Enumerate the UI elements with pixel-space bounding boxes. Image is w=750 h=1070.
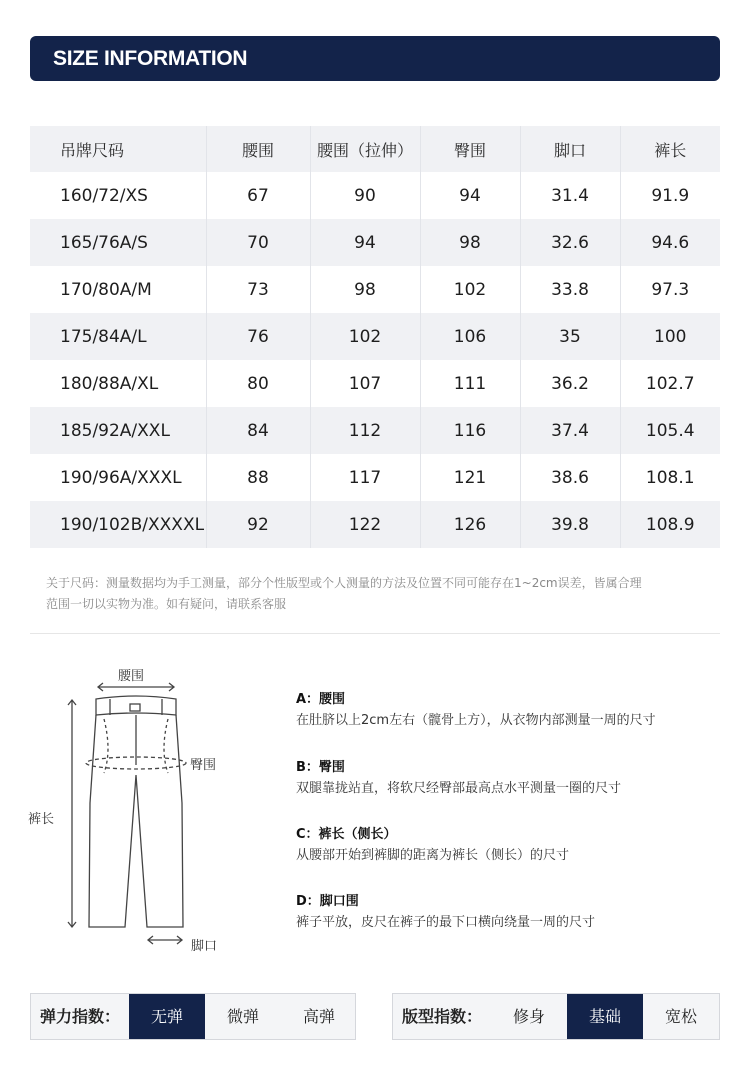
cell-waist-stretched: 94: [310, 219, 420, 266]
cell-waist: 88: [206, 454, 310, 501]
cell-hem: 35: [520, 313, 620, 360]
fit-option-slim: 修身: [512, 1007, 545, 1026]
cell-size: 175/84A/L: [60, 326, 147, 347]
table-row: [30, 313, 720, 360]
measurement-desc: 双腿靠拢站直，将软尺经臀部最高点水平测量一圈的尺寸: [296, 781, 622, 796]
cell-hem: 33.8: [520, 266, 620, 313]
cell-waist: 73: [206, 266, 310, 313]
fit-option-regular: 基础: [567, 994, 643, 1039]
cell-size: 185/92A/XXL: [60, 420, 170, 441]
measurement-d: [296, 892, 726, 934]
cell-waist-stretched: 117: [310, 454, 420, 501]
banner-title: SIZE INFORMATION: [53, 47, 248, 70]
fit-option-loose: 宽松: [664, 1007, 697, 1026]
header-hip: 臀围: [420, 126, 520, 172]
measurement-title: C：裤长（侧长）: [296, 827, 397, 842]
measurement-desc: 在肚脐以上2cm左右（髋骨上方），从衣物内部测量一周的尺寸: [296, 713, 656, 728]
elasticity-title: 弹力指数：: [39, 1007, 120, 1026]
measurement-title: D：脚口围: [296, 894, 359, 909]
cell-size: 190/96A/XXXL: [60, 467, 182, 488]
cell-size: 190/102B/XXXXL: [60, 514, 205, 535]
cell-length: 97.3: [620, 266, 720, 313]
cell-hem: 36.2: [520, 360, 620, 407]
cell-hem: 37.4: [520, 407, 620, 454]
cell-size: 170/80A/M: [60, 279, 152, 300]
cell-hem: 32.6: [520, 219, 620, 266]
note-line-1: 关于尺码：测量数据均为手工测量，部分个性版型或个人测量的方法及位置不同可能存在1~2cm误差，皆属合理: [46, 576, 642, 590]
cell-waist: 84: [206, 407, 310, 454]
cell-waist: 92: [206, 501, 310, 548]
header-tag-size: 吊牌尺码: [60, 140, 125, 160]
cell-size: 165/76A/S: [60, 232, 148, 253]
pants-diagram: [20, 655, 260, 955]
section-divider: [30, 633, 720, 634]
header-waist: 腰围: [206, 126, 310, 172]
table-row: [30, 454, 720, 501]
measurement-desc: 裤子平放，皮尺在裤子的最下口横向绕量一周的尺寸: [296, 915, 596, 930]
length-label: 裤长: [28, 812, 55, 827]
cell-hip: 121: [420, 454, 520, 501]
measurement-a: [296, 690, 726, 732]
cell-waist-stretched: 90: [310, 172, 420, 219]
cell-hip: 111: [420, 360, 520, 407]
cell-length: 108.1: [620, 454, 720, 501]
cell-length: 91.9: [620, 172, 720, 219]
hip-label: 臀围: [190, 758, 217, 773]
elasticity-option-high: 高弹: [302, 1007, 335, 1026]
cell-hip: 126: [420, 501, 520, 548]
elasticity-option-none: 无弹: [129, 994, 205, 1039]
cell-waist-stretched: 102: [310, 313, 420, 360]
measurement-c: [296, 825, 726, 867]
header-hem: 脚口: [520, 126, 620, 172]
cell-waist: 80: [206, 360, 310, 407]
measurement-desc: 从腰部开始到裤脚的距离为裤长（侧长）的尺寸: [296, 848, 570, 863]
cell-size: 160/72/XS: [60, 185, 148, 206]
cell-hip: 106: [420, 313, 520, 360]
table-row: [30, 407, 720, 454]
cell-hip: 102: [420, 266, 520, 313]
cell-hem: 31.4: [520, 172, 620, 219]
cell-hip: 98: [420, 219, 520, 266]
header-length: 裤长: [620, 126, 720, 172]
cell-length: 100: [620, 313, 720, 360]
cell-waist: 70: [206, 219, 310, 266]
cell-waist-stretched: 112: [310, 407, 420, 454]
size-table: [30, 126, 720, 548]
table-row: [30, 360, 720, 407]
cell-length: 108.9: [620, 501, 720, 548]
header-waist-stretched: 腰围（拉伸）: [310, 126, 420, 172]
cell-waist-stretched: 98: [310, 266, 420, 313]
note-line-2: 范围一切以实物为准。如有疑问，请联系客服: [46, 597, 287, 611]
cell-hip: 116: [420, 407, 520, 454]
table-row: [30, 219, 720, 266]
cell-length: 94.6: [620, 219, 720, 266]
size-note: [46, 573, 722, 615]
measurement-b: [296, 758, 726, 800]
pants-outline-icon: [20, 655, 260, 955]
cell-waist: 67: [206, 172, 310, 219]
cell-hip: 94: [420, 172, 520, 219]
measurement-title: B：臀围: [296, 760, 345, 775]
table-header-row: [30, 126, 720, 172]
waist-label: 腰围: [118, 669, 145, 684]
elasticity-index: [30, 993, 356, 1040]
measurement-title: A：腰围: [296, 692, 346, 707]
fit-title: 版型指数：: [401, 1007, 482, 1026]
cell-length: 102.7: [620, 360, 720, 407]
cell-length: 105.4: [620, 407, 720, 454]
elasticity-option-slight: 微弹: [226, 1007, 259, 1026]
cell-size: 180/88A/XL: [60, 373, 159, 394]
cell-waist: 76: [206, 313, 310, 360]
cell-hem: 39.8: [520, 501, 620, 548]
table-row: [30, 266, 720, 313]
fit-index: [392, 993, 720, 1040]
table-row: [30, 501, 720, 548]
cell-waist-stretched: 122: [310, 501, 420, 548]
size-info-banner: [30, 36, 720, 81]
cell-waist-stretched: 107: [310, 360, 420, 407]
cell-hem: 38.6: [520, 454, 620, 501]
table-row: [30, 172, 720, 219]
hem-label: 脚口: [191, 939, 218, 954]
